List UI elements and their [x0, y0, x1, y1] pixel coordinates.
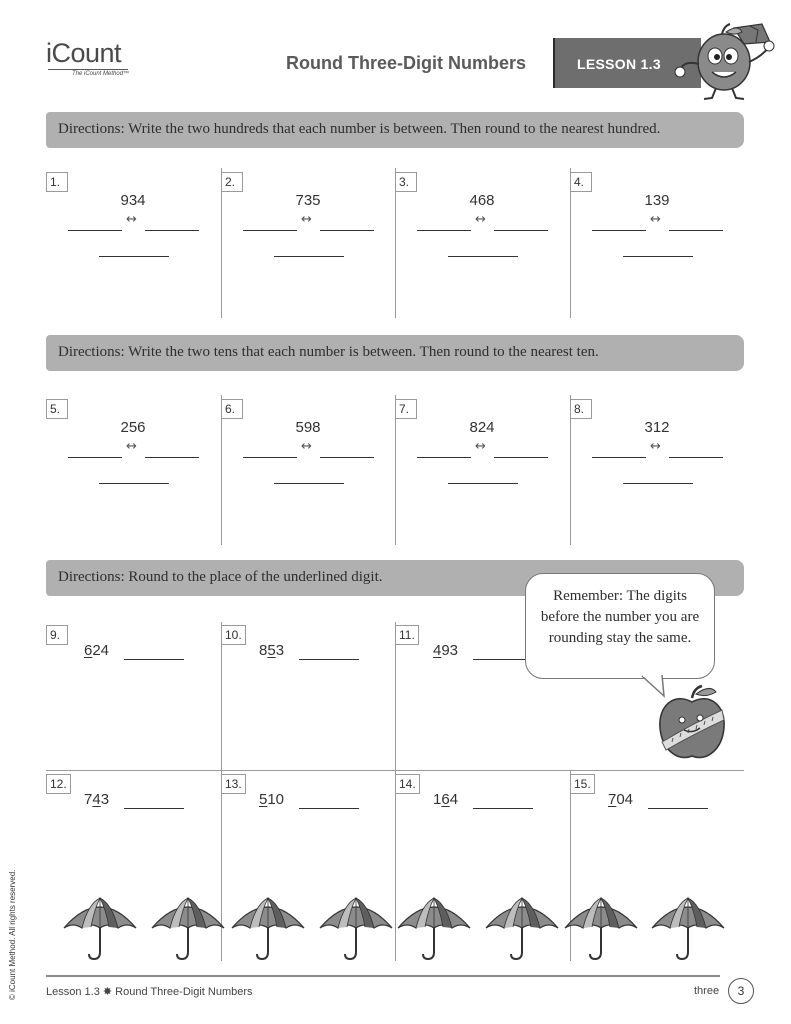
rounded-answer-blank[interactable]	[124, 659, 184, 660]
problem-number: 14.	[395, 774, 420, 794]
problem-number: 11.	[395, 625, 419, 645]
problem-value: 934	[120, 192, 146, 209]
rounded-answer-blank[interactable]	[473, 659, 533, 660]
digits-after: 10	[267, 791, 285, 808]
umbrella-icon	[150, 894, 226, 962]
directions-banner-1	[46, 112, 744, 148]
between-arrow-icon: ↔	[475, 212, 486, 227]
rounded-answer-blank[interactable]	[124, 808, 184, 809]
copyright-text: © iCount Method. All rights reserved.	[8, 869, 17, 1000]
rounded-answer-blank[interactable]	[274, 483, 344, 484]
footer-page-word: three	[694, 985, 720, 997]
lower-bound-blank[interactable]	[592, 457, 646, 458]
apple-measuring-tape-icon	[656, 684, 728, 762]
round-number	[608, 791, 633, 808]
digits-after: 93	[441, 642, 459, 659]
problem-number: 13.	[221, 774, 246, 794]
rounded-answer-blank[interactable]	[648, 808, 708, 809]
lower-bound-blank[interactable]	[68, 457, 122, 458]
footer-lesson-title: Lesson 1.3 ✸ Round Three-Digit Numbers	[46, 986, 253, 998]
problem-number: 4.	[570, 172, 592, 192]
problem-number: 8.	[570, 399, 592, 419]
rounded-answer-blank[interactable]	[299, 808, 359, 809]
digits-after: 3	[100, 791, 110, 808]
underlined-digit: 4	[92, 791, 101, 808]
rounded-answer-blank[interactable]	[448, 256, 518, 257]
problem-value: 598	[295, 419, 321, 436]
umbrella-icon	[396, 894, 472, 962]
problem-number: 9.	[46, 625, 68, 645]
rounded-answer-blank[interactable]	[99, 483, 169, 484]
digits-after: 4	[449, 791, 459, 808]
problem-value: 312	[644, 419, 670, 436]
upper-bound-blank[interactable]	[494, 457, 548, 458]
round-number	[433, 791, 458, 808]
problem-number: 2.	[221, 172, 243, 192]
rounded-answer-blank[interactable]	[473, 808, 533, 809]
lower-bound-blank[interactable]	[592, 230, 646, 231]
logo-tagline: The iCount Method™	[72, 71, 130, 77]
umbrella-icon	[318, 894, 394, 962]
umbrella-icon	[230, 894, 306, 962]
rounded-answer-blank[interactable]	[299, 659, 359, 660]
reminder-text: Remember: The digits before the number you are rounding stay the same.	[540, 588, 700, 646]
rounded-answer-blank[interactable]	[623, 256, 693, 257]
umbrella-icon	[62, 894, 138, 962]
upper-bound-blank[interactable]	[320, 457, 374, 458]
problem-number: 7.	[395, 399, 417, 419]
underlined-digit: 6	[441, 791, 450, 808]
between-arrow-icon: ↔	[301, 212, 312, 227]
upper-bound-blank[interactable]	[494, 230, 548, 231]
upper-bound-blank[interactable]	[145, 457, 199, 458]
problem-value: 256	[120, 419, 146, 436]
between-arrow-icon: ↔	[650, 212, 661, 227]
underlined-digit: 6	[84, 642, 93, 659]
problem-value: 735	[295, 192, 321, 209]
upper-bound-blank[interactable]	[669, 457, 723, 458]
upper-bound-blank[interactable]	[320, 230, 374, 231]
rounded-answer-blank[interactable]	[448, 483, 518, 484]
logo	[46, 38, 136, 80]
between-arrow-icon: ↔	[475, 439, 486, 454]
rounded-answer-blank[interactable]	[99, 256, 169, 257]
rounded-answer-blank[interactable]	[623, 483, 693, 484]
problem-number: 5.	[46, 399, 68, 419]
umbrella-icon	[484, 894, 560, 962]
round-number	[433, 642, 458, 659]
upper-bound-blank[interactable]	[145, 230, 199, 231]
directions-text-2: Directions: Write the two tens that each number is between. Then round to the nearest ten.	[58, 344, 599, 360]
digits-after: 24	[92, 642, 110, 659]
page-number: 3	[728, 978, 754, 1004]
between-arrow-icon: ↔	[650, 439, 661, 454]
problem-number: 1.	[46, 172, 68, 192]
round-number	[259, 642, 284, 659]
problem-number: 15.	[570, 774, 595, 794]
digits-before: 1	[433, 791, 442, 808]
lower-bound-blank[interactable]	[243, 230, 297, 231]
umbrella-icon	[563, 894, 639, 962]
logo-text: iCount	[46, 38, 122, 68]
digits-after: 04	[616, 791, 634, 808]
problem-value: 824	[469, 419, 495, 436]
digits-before: 8	[259, 642, 268, 659]
apple-mascot-icon	[672, 20, 782, 102]
reminder-bubble	[525, 573, 715, 679]
lower-bound-blank[interactable]	[417, 457, 471, 458]
problem-value: 139	[644, 192, 670, 209]
upper-bound-blank[interactable]	[669, 230, 723, 231]
lesson-label: LESSON 1.3	[577, 56, 661, 72]
between-arrow-icon: ↔	[301, 439, 312, 454]
problem-number: 6.	[221, 399, 243, 419]
problem-value: 468	[469, 192, 495, 209]
underlined-digit: 7	[608, 791, 617, 808]
page-title: Round Three-Digit Numbers	[286, 53, 527, 73]
lower-bound-blank[interactable]	[417, 230, 471, 231]
underlined-digit: 5	[267, 642, 276, 659]
directions-text-3: Directions: Round to the place of the underlined digit.	[58, 569, 383, 585]
rounded-answer-blank[interactable]	[274, 256, 344, 257]
directions-text-1: Directions: Write the two hundreds that each number is between. Then round to the nearest hundred.	[58, 121, 661, 137]
lower-bound-blank[interactable]	[243, 457, 297, 458]
lower-bound-blank[interactable]	[68, 230, 122, 231]
umbrella-icon	[650, 894, 726, 962]
problem-number: 10.	[221, 625, 246, 645]
underlined-digit: 5	[259, 791, 268, 808]
problem-number: 3.	[395, 172, 417, 192]
round-number	[84, 791, 109, 808]
digits-after: 3	[275, 642, 285, 659]
directions-banner-2	[46, 335, 744, 371]
problem-number: 12.	[46, 774, 71, 794]
between-arrow-icon: ↔	[126, 212, 137, 227]
underlined-digit: 4	[433, 642, 442, 659]
between-arrow-icon: ↔	[126, 439, 137, 454]
round-number	[84, 642, 109, 659]
round-number	[259, 791, 284, 808]
digits-before: 7	[84, 791, 93, 808]
footer-rule	[46, 975, 720, 977]
logo-rule	[48, 69, 128, 70]
